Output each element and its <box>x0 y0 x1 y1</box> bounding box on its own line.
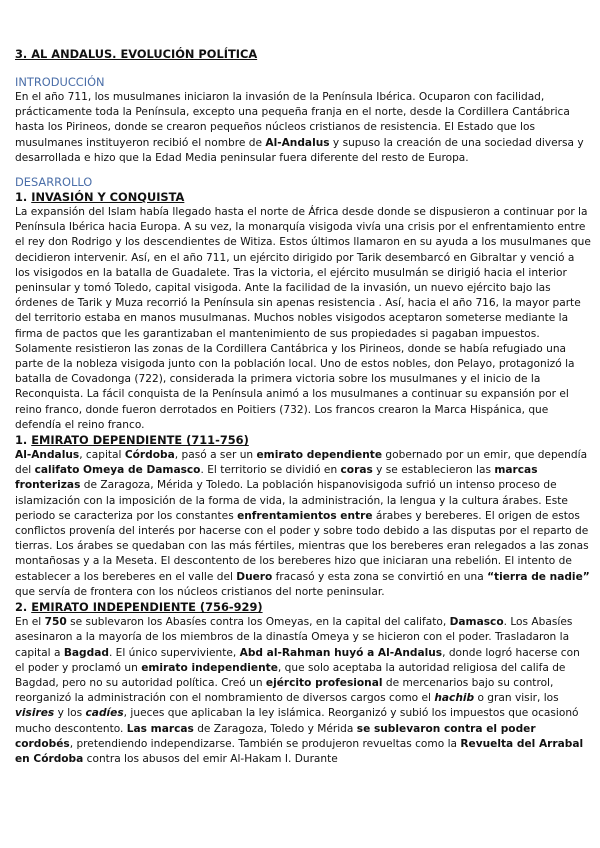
emphasis-run: “tierra de nadie” <box>487 570 590 583</box>
emphasis-run: Córdoba <box>124 449 175 462</box>
text-run: se sublevaron los Abasíes contra los Omeyas, en la capital del califato, <box>66 616 450 629</box>
text-run: y se establecieron las <box>372 464 495 477</box>
intro-text-2: y supuso la creación de una sociedad diversa y desarrollada e hizo que la Edad Media peninsular fuera diferente del resto de Europa. <box>15 136 584 164</box>
section-title: EMIRATO DEPENDIENTE (711-756) <box>31 433 249 448</box>
emphasis-run: marcas fronterizas <box>15 464 538 492</box>
emphasis-run: Las marcas <box>126 722 194 735</box>
text-run: o gran visir, los <box>474 692 559 705</box>
section-number: 2. <box>15 600 32 615</box>
section-emirato-independiente-paragraph <box>15 615 591 767</box>
text-run: , donde logró hacerse con el poder y proclamó un <box>15 646 580 674</box>
section-number: 1. <box>15 190 32 205</box>
text-run: fracasó y esta zona se convirtió en una <box>272 570 488 583</box>
text-run: , que solo aceptaba la autoridad religiosa del califa de Bagdad, pero no su autoridad política. Creó un <box>15 661 566 689</box>
text-run: que servía de frontera con los núcleos cristianos del norte peninsular. <box>15 585 385 598</box>
text-run: . Los Abasíes asesinaron a la mayoría de los miembros de la dinastía Omeya y se hicieron con el poder. Trasladaron la capital a <box>15 616 573 659</box>
emphasis-run: se sublevaron contra el poder cordobés <box>15 722 536 750</box>
text-run: . El único superviviente, <box>108 646 240 659</box>
introduction-paragraph <box>15 90 591 166</box>
emphasis-run: cadíes <box>85 707 124 720</box>
text-run: , pasó a ser un <box>174 449 257 462</box>
emphasis-run: enfrentamientos entre <box>237 509 373 522</box>
text-run: gobernado por un emir, que dependía del <box>15 449 588 477</box>
emphasis-run: hachib <box>434 692 475 705</box>
text-run: y los <box>54 707 86 720</box>
emphasis-run: Al-Andalus <box>15 449 80 462</box>
emphasis-run: Bagdad <box>63 646 109 659</box>
emphasis-run: califato Omeya de Damasco <box>34 464 201 477</box>
emphasis-run: Duero <box>236 570 273 583</box>
emphasis-run: emirato independiente <box>141 661 278 674</box>
section-emirato-independiente-heading <box>15 600 591 615</box>
al-andalus-term: Al-Andalus <box>265 136 330 149</box>
text-run: , pretendiendo independizarse. También se produjeron revueltas como la <box>69 737 461 750</box>
text-run: de Zaragoza, Mérida y Toledo. La población hispanovisigoda sufrió un intenso proceso de islamización con la imposición de la forma de vida, la administración, la lengua y la cultura árabes. Este periodo se caracteriza por los constantes <box>15 479 568 522</box>
section-invasion-heading <box>15 190 591 205</box>
text-run: En el <box>15 616 45 629</box>
emphasis-run: Revuelta del Arrabal en Córdoba <box>15 737 584 765</box>
emphasis-run: Abd al-Rahman huyó a Al-Andalus <box>239 646 443 659</box>
emphasis-run: emirato dependiente <box>256 449 383 462</box>
section-emirato-dependiente-heading <box>15 433 591 448</box>
text-run: , jueces que aplicaban la ley islámica. Reorganizó y subió los impuestos que ocasionó mucho descontento. <box>15 707 579 735</box>
text-run: . El territorio se dividió en <box>200 464 341 477</box>
section-invasion-paragraph: La expansión del Islam había llegado hasta el norte de África desde donde se dispusieron a continuar por la Península Ibérica hacia Europa. A su vez, la monarquía visigoda vivía una crisis por el enfrentamiento entre el rey don Rodrigo y los descendientes de Witiza. Estos últimos llamaron en su ayuda a los musulmanes que decidieron intervenir. Así, en el año 711, un ejército dirigido por Tarik desembarcó en Gibraltar y venció a los visigodos en la batalla de Guadalete. Tras la victoria, el ejército musulmán se dirigió hacia el interior peninsular y tomó Toledo, capital visigoda. Ante la facilidad de la invasión, un nuevo ejército bajo las órdenes de Tarik y Muza recorrió la Península sin apenas resistencia . Así, hacia el año 716, la mayor parte del territorio estaba en manos musulmanas. Muchos nobles visigodos aceptaron someterse mediante la firma de pactos que les garantizaban el mantenimiento de sus propiedades si pagaban impuestos. Solamente resistieron las zonas de la Cordillera Cantábrica y los Pirineos, donde se había refugiado una parte de la nobleza visigoda junto con la población local. Uno de estos nobles, don Pelayo, protagonizó la batalla de Covadonga (722), considerada la primera victoria sobre los musulmanes y el inicio de la Reconquista. La fácil conquista de la Península animó a los musulmanes a continuar su expansión por el reino franco, donde fueron derrotados en Poitiers (732). Los francos crearon la Marca Hispánica, que defendía el reino franco. <box>15 206 591 431</box>
intro-text-1: En el año 711, los musulmanes iniciaron la invasión de la Península Ibérica. Ocuparon con facilidad, prácticamente toda la Península, excepto una pequeña franja en el norte, desde la Cordillera Cantábrica hasta los Pirineos, donde se crearon pequeños núcleos cristianos de resistencia. El Estado que los musulmanes instituyeron recibió el nombre de <box>15 91 570 149</box>
text-run: contra los abusos del emir Al-Hakam I. Durante <box>83 752 338 765</box>
text-run: , capital <box>79 449 125 462</box>
text-run: de Zaragoza, Toledo y Mérida <box>193 722 357 735</box>
emphasis-run: Damasco <box>449 616 504 629</box>
text-run: árabes y bereberes. El origen de estos conflictos provenía del interés por hacerse con el poder y sobre todo debido a las disputas por el reparto de tierras. Los árabes se quedaban con las más fértiles, mientras que los bereberes eran relegados a las zonas montañosas y a la Meseta. El descontento de los bereberes hizo que iniciaran una rebelión. El intento de establecer a los bereberes en el valle del <box>15 509 589 583</box>
emphasis-run: 750 <box>44 616 67 629</box>
text-run: de mercenarios bajo su control, reorganizó la administración con el nombramiento de diversos cargos como el <box>15 676 554 705</box>
development-heading: DESARROLLO <box>15 175 93 190</box>
introduction-heading: INTRODUCCIÓN <box>15 75 105 89</box>
emphasis-run: ejército profesional <box>265 676 383 689</box>
section-title: EMIRATO INDEPENDIENTE (756-929) <box>31 600 263 615</box>
section-number: 1. <box>15 433 32 448</box>
emphasis-run: coras <box>340 464 373 477</box>
document-title: 3. AL ANDALUS. EVOLUCIÓN POLÍTICA <box>15 47 258 61</box>
section-title: INVASIÓN Y CONQUISTA <box>31 190 185 205</box>
section-emirato-dependiente-paragraph <box>15 448 591 600</box>
emphasis-run: visires <box>15 707 55 720</box>
